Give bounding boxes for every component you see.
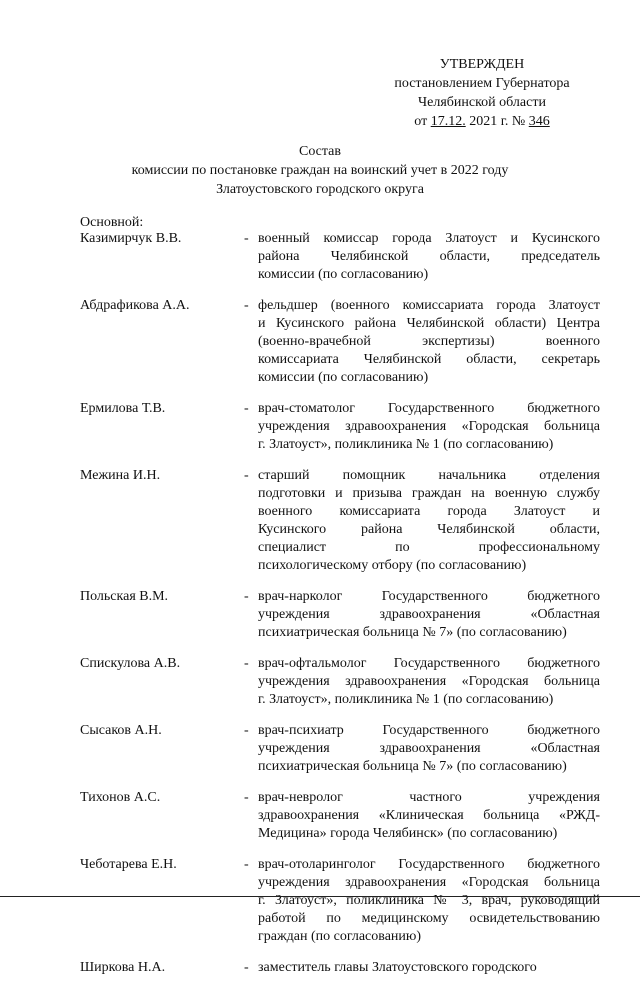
member-row	[80, 856, 600, 946]
member-row	[80, 722, 600, 776]
member-row	[80, 789, 600, 843]
approval-stamp	[362, 55, 602, 131]
member-description-line: военный комиссар города Златоуст и Кусинского	[258, 231, 600, 246]
member-dash: -	[244, 589, 249, 604]
member-description-line: врач-отоларинголог Государственного бюджетного	[258, 857, 600, 872]
member-row	[80, 959, 600, 977]
member-name: Чеботарева Е.Н.	[80, 857, 177, 872]
member-description-line: комиссии (по согласованию)	[258, 370, 429, 385]
member-description-line: заместитель главы Златоустовского городского	[258, 960, 537, 975]
member-description-line: граждан (по согласованию)	[258, 929, 422, 944]
member-description-line: Медицина» города Челябинск» (по согласованию)	[258, 826, 558, 841]
document-heading	[0, 142, 640, 199]
member-description-line: и Кусинского района Челябинской области) Центра	[258, 316, 600, 331]
member-description-line: психиатрическая больница № 7» (по согласованию)	[258, 625, 567, 640]
member-description-line: фельдшер (военного комиссариата города Златоуст	[258, 298, 600, 313]
member-description-line: врач-невролог частного учреждения	[258, 790, 600, 805]
member-description-line: учреждения здравоохранения «Городская больница	[258, 419, 600, 434]
member-description	[258, 655, 600, 709]
member-description-line: г. Златоуст», поликлиника № 1 (по согласованию)	[258, 437, 554, 452]
member-name: Сысаков А.Н.	[80, 723, 162, 738]
member-description	[258, 789, 600, 843]
heading-line-1: Состав	[298, 144, 341, 159]
member-row	[80, 297, 600, 387]
member-description-line: здравоохранения «Клиническая больница «РЖД-	[258, 808, 600, 823]
approval-line-1: постановлением Губернатора	[394, 76, 570, 91]
approval-title: УТВЕРЖДЕН	[439, 57, 525, 72]
member-name: Польская В.М.	[80, 589, 169, 604]
member-row	[80, 588, 600, 642]
member-description-line: психиатрическая больница № 7» (по согласованию)	[258, 759, 567, 774]
member-dash: -	[244, 656, 249, 671]
member-description	[258, 856, 600, 946]
member-description-line: учреждения здравоохранения «Городская больница	[258, 875, 600, 890]
member-description-line: подготовки и призыва граждан на военную службу	[258, 486, 600, 501]
member-description	[258, 400, 600, 454]
member-description-line: врач-психиатр Государственного бюджетного	[258, 723, 600, 738]
member-description-line: учреждения здравоохранения «Областная	[258, 607, 600, 622]
member-name: Тихонов А.С.	[80, 790, 161, 805]
member-name: Абдрафикова А.А.	[80, 298, 190, 313]
approval-date-line	[362, 112, 602, 131]
member-dash: -	[244, 231, 249, 246]
member-description-line: района Челябинской области, председатель	[258, 249, 600, 264]
member-description-line: (военно-врачебной экспертизы) военного	[258, 334, 600, 349]
member-row	[80, 400, 600, 454]
member-description-line: учреждения здравоохранения «Областная	[258, 741, 600, 756]
member-description-line: учреждения здравоохранения «Городская больница	[258, 674, 600, 689]
member-description-line: г. Златоуст», поликлиника № 1 (по согласованию)	[258, 692, 554, 707]
approval-date-prefix: от	[414, 114, 428, 129]
member-description	[258, 230, 600, 284]
member-description-line: военного комиссариата города Златоуст и	[258, 504, 600, 519]
member-dash: -	[244, 723, 249, 738]
heading-line-3: Златоустовского городского округа	[216, 182, 424, 197]
page-bottom-rule	[0, 896, 640, 897]
member-name: Спискулова А.В.	[80, 656, 181, 671]
member-row	[80, 467, 600, 575]
member-row	[80, 230, 600, 284]
approval-year: 2021 г. №	[469, 114, 526, 129]
member-description-line: г. Златоуст», поликлиника № 3, врач, руководящий	[258, 893, 600, 908]
approval-date: 17.12.	[430, 114, 466, 129]
member-description-line: комиссариата Челябинской области, секретарь	[258, 352, 600, 367]
member-dash: -	[244, 298, 249, 313]
section-label: Основной:	[80, 215, 144, 230]
member-description	[258, 467, 600, 575]
member-description-line: врач-стоматолог Государственного бюджетного	[258, 401, 600, 416]
member-description-line: специалист по профессиональному	[258, 540, 600, 555]
member-name: Ширкова Н.А.	[80, 960, 166, 975]
member-description-line: врач-офтальмолог Государственного бюджетного	[258, 656, 600, 671]
member-dash: -	[244, 790, 249, 805]
member-description-line: Кусинского района Челябинской области,	[258, 522, 600, 537]
member-dash: -	[244, 468, 249, 483]
member-description-line: врач-нарколог Государственного бюджетного	[258, 589, 600, 604]
member-description	[258, 722, 600, 776]
member-row	[80, 655, 600, 709]
member-description-line: психологическому отбору (по согласованию)	[258, 558, 527, 573]
member-name: Межина И.Н.	[80, 468, 161, 483]
member-dash: -	[244, 401, 249, 416]
member-name: Ермилова Т.В.	[80, 401, 166, 416]
approval-line-2: Челябинской области	[418, 95, 546, 110]
approval-number: 346	[528, 114, 550, 129]
member-description-line: комиссии (по согласованию)	[258, 267, 429, 282]
member-description	[258, 588, 600, 642]
heading-line-2: комиссии по постановке граждан на воинский учет в 2022 году	[131, 163, 509, 178]
member-description	[258, 297, 600, 387]
member-description	[258, 959, 600, 977]
members-list	[80, 230, 600, 990]
member-dash: -	[244, 857, 249, 872]
member-description-line: работой по медицинскому освидетельствованию	[258, 911, 600, 926]
member-description-line: старший помощник начальника отделения	[258, 468, 600, 483]
member-name: Казимирчук В.В.	[80, 231, 182, 246]
member-dash: -	[244, 960, 249, 975]
